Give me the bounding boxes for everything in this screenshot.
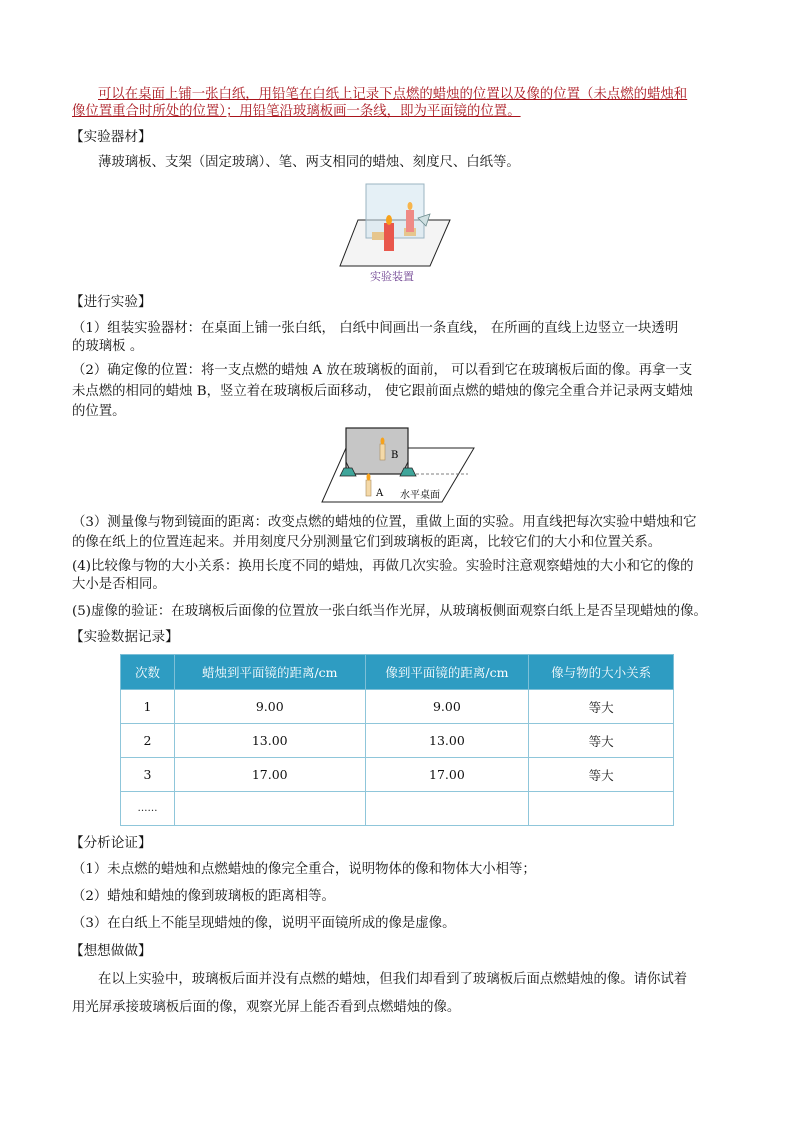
table-cell: 2 [121, 724, 175, 758]
table-cell: 等大 [529, 724, 674, 758]
table-header-row [121, 655, 674, 690]
procedure-line-3: （2）确定像的位置：将一支点燃的蜡烛 A 放在玻璃板的面前， 可以看到它在玻璃板后面的像。再拿一支 [72, 363, 693, 378]
table-row [121, 792, 674, 826]
data-title: 【实验数据记录】 [70, 629, 179, 645]
intro-line-1: 可以在桌面上铺一张白纸，用铅笔在白纸上记录下点燃的蜡烛的位置以及像的位置（未点燃的蜡烛和 [98, 87, 688, 102]
label-surface: 水平桌面 [400, 490, 440, 501]
analysis-line-2: （2）蜡烛和蜡烛的像到玻璃板的距离相等。 [72, 889, 335, 904]
label-b: B [391, 450, 399, 461]
header-candle-distance: 蜡烛到平面镜的距离/cm [174, 655, 365, 690]
table-row [121, 758, 674, 792]
table-cell: 13.00 [174, 724, 365, 758]
table-cell: 9.00 [174, 690, 365, 724]
header-image-distance: 像到平面镜的距离/cm [365, 655, 529, 690]
table-cell [174, 792, 365, 826]
think-line-2: 用光屏承接玻璃板后面的像，观察光屏上能否看到点燃蜡烛的像。 [72, 1000, 461, 1015]
think-line-1: 在以上实验中，玻璃板后面并没有点燃的蜡烛，但我们却看到了玻璃板后面点燃蜡烛的像。请你试着 [98, 972, 688, 987]
table-cell: 等大 [529, 758, 674, 792]
table-cell: 17.00 [174, 758, 365, 792]
procedure-title: 【进行实验】 [70, 294, 152, 310]
data-table [120, 654, 674, 826]
table-cell: 9.00 [365, 690, 529, 724]
header-count: 次数 [121, 655, 175, 690]
procedure-line-6: （3）测量像与物到镜面的距离：改变点燃的蜡烛的位置，重做上面的实验。用直线把每次实验中蜡烛和它 [72, 515, 697, 530]
procedure-line-8: (4)比较像与物的大小关系：换用长度不同的蜡烛，再做几次实验。实验时注意观察蜡烛的大小和它的像的 [72, 559, 694, 574]
intro-line-2: 像位置重合时所处的位置）；用铅笔沿玻璃板画一条线，即为平面镜的位置。 [72, 104, 521, 119]
label-a: A [376, 488, 384, 499]
procedure-line-1: （1）组装实验器材：在桌面上铺一张白纸， 白纸中间画出一条直线， 在所画的直线上边竖立一块透明 [72, 321, 679, 336]
apparatus-figure [330, 180, 454, 284]
procedure-line-4: 未点燃的相同的蜡烛 B，竖立着在玻璃板后面移动， 使它跟前面点燃的蜡烛的像完全重合并记录两支蜡烛 [72, 384, 693, 399]
procedure-line-10: (5)虚像的验证：在玻璃板后面像的位置放一张白纸当作光屏，从玻璃板侧面观察白纸上是否呈现蜡烛的像。 [72, 604, 707, 619]
table-cell: 17.00 [365, 758, 529, 792]
equipment-title: 【实验器材】 [70, 129, 152, 145]
procedure-line-9: 大小是否相同。 [72, 577, 166, 592]
table-cell: 3 [121, 758, 175, 792]
table-cell [529, 792, 674, 826]
table-row [121, 690, 674, 724]
plate-figure [318, 426, 478, 506]
table-row [121, 724, 674, 758]
table-cell: 13.00 [365, 724, 529, 758]
figure1-caption: 实验装置 [370, 270, 414, 283]
procedure-line-5: 的位置。 [72, 404, 126, 419]
equipment-text: 薄玻璃板、支架（固定玻璃）、笔、两支相同的蜡烛、刻度尺、白纸等。 [98, 155, 520, 170]
table-cell: …… [121, 792, 175, 826]
analysis-title: 【分析论证】 [70, 835, 152, 851]
header-size-relation: 像与物的大小关系 [529, 655, 674, 690]
think-title: 【想想做做】 [70, 943, 152, 959]
analysis-line-3: （3）在白纸上不能呈现蜡烛的像，说明平面镜所成的像是虚像。 [72, 916, 456, 931]
procedure-line-2: 的玻璃板 。 [72, 339, 144, 354]
analysis-line-1: （1）未点燃的蜡烛和点燃蜡烛的像完全重合，说明物体的像和物体大小相等； [72, 862, 536, 877]
table-cell: 等大 [529, 690, 674, 724]
table-cell: 1 [121, 690, 175, 724]
table-cell [365, 792, 529, 826]
procedure-line-7: 的像在纸上的位置连起来。并用刻度尺分别测量它们到玻璃板的距离，比较它们的大小和位置关系。 [72, 535, 662, 550]
